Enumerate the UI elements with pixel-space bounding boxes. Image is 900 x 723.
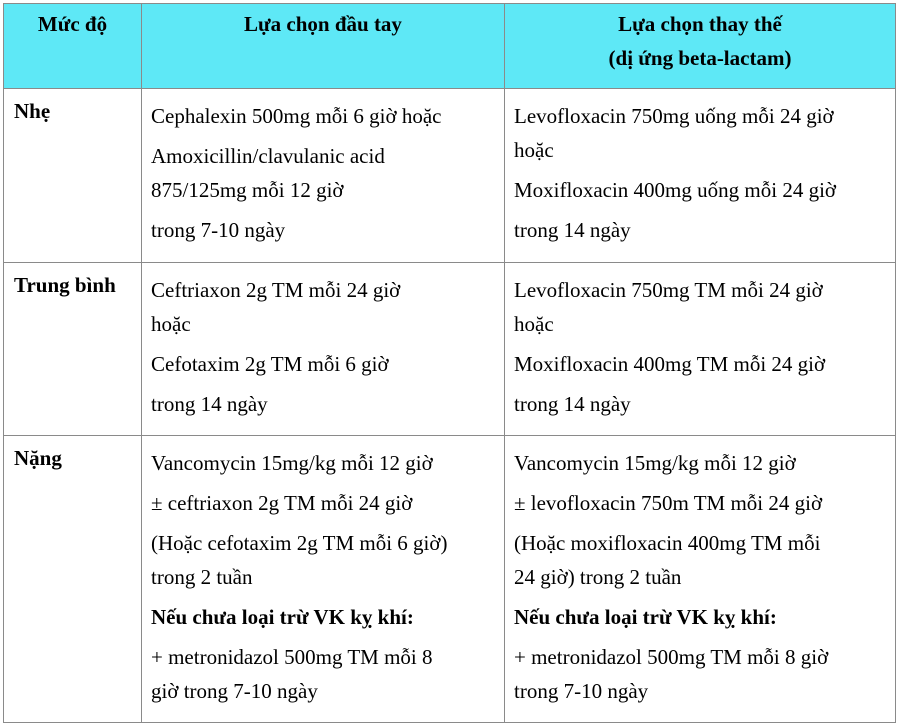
alternative-line: (Hoặc moxifloxacin 400mg TM mỗi <box>514 531 821 555</box>
alternative-line: trong 7-10 ngày <box>514 679 649 703</box>
first-choice-line: Cefotaxim 2g TM mỗi 6 giờ <box>151 352 389 376</box>
alternative-line: ± levofloxacin 750m TM mỗi 24 giờ <box>514 491 823 515</box>
header-alternative-line2: (dị ứng beta-lactam) <box>608 46 792 70</box>
alternative-line: hoặc <box>514 138 554 162</box>
first-choice-line: Cephalexin 500mg mỗi 6 giờ hoặc <box>151 104 442 128</box>
first-choice-line: trong 7-10 ngày <box>151 218 286 242</box>
first-choice-cell <box>142 89 505 263</box>
first-choice-line: + metronidazol 500mg TM mỗi 8 <box>151 645 433 669</box>
level-cell: Nặng <box>4 436 142 723</box>
alternative-line: hoặc <box>514 312 554 336</box>
header-level: Mức độ <box>4 4 142 89</box>
alternative-cell <box>505 436 896 723</box>
first-choice-cell <box>142 436 505 723</box>
first-choice-line: 875/125mg mỗi 12 giờ <box>151 178 344 202</box>
alternative-line: 24 giờ) trong 2 tuần <box>514 565 682 589</box>
alternative-line: Levofloxacin 750mg uống mỗi 24 giờ <box>514 104 834 128</box>
first-choice-line: Amoxicillin/clavulanic acid <box>151 144 385 168</box>
level-cell: Nhẹ <box>4 89 142 263</box>
anaerobic-note: Nếu chưa loại trừ VK kỵ khí: <box>151 605 414 629</box>
table-row-moderate <box>4 263 896 436</box>
first-choice-line: trong 14 ngày <box>151 392 268 416</box>
header-first-choice: Lựa chọn đầu tay <box>142 4 505 89</box>
first-choice-line: Vancomycin 15mg/kg mỗi 12 giờ <box>151 451 433 475</box>
alternative-line: trong 14 ngày <box>514 218 631 242</box>
first-choice-line: Ceftriaxon 2g TM mỗi 24 giờ <box>151 278 401 302</box>
header-alternative <box>505 4 896 89</box>
first-choice-cell <box>142 263 505 436</box>
alternative-cell <box>505 263 896 436</box>
alternative-cell <box>505 89 896 263</box>
table-row-severe <box>4 436 896 723</box>
treatment-table <box>3 3 896 723</box>
alternative-line: Vancomycin 15mg/kg mỗi 12 giờ <box>514 451 796 475</box>
alternative-line: Moxifloxacin 400mg TM mỗi 24 giờ <box>514 352 826 376</box>
header-row <box>4 4 896 89</box>
first-choice-line: (Hoặc cefotaxim 2g TM mỗi 6 giờ) <box>151 531 448 555</box>
first-choice-line: trong 2 tuần <box>151 565 253 589</box>
first-choice-line: hoặc <box>151 312 191 336</box>
header-alternative-line1: Lựa chọn thay thế <box>618 12 782 36</box>
level-cell: Trung bình <box>4 263 142 436</box>
alternative-line: Moxifloxacin 400mg uống mỗi 24 giờ <box>514 178 837 202</box>
alternative-line: trong 14 ngày <box>514 392 631 416</box>
table-row-mild <box>4 89 896 263</box>
first-choice-line: giờ trong 7-10 ngày <box>151 679 318 703</box>
first-choice-line: ± ceftriaxon 2g TM mỗi 24 giờ <box>151 491 413 515</box>
anaerobic-note: Nếu chưa loại trừ VK kỵ khí: <box>514 605 777 629</box>
alternative-line: Levofloxacin 750mg TM mỗi 24 giờ <box>514 278 823 302</box>
alternative-line: + metronidazol 500mg TM mỗi 8 giờ <box>514 645 829 669</box>
